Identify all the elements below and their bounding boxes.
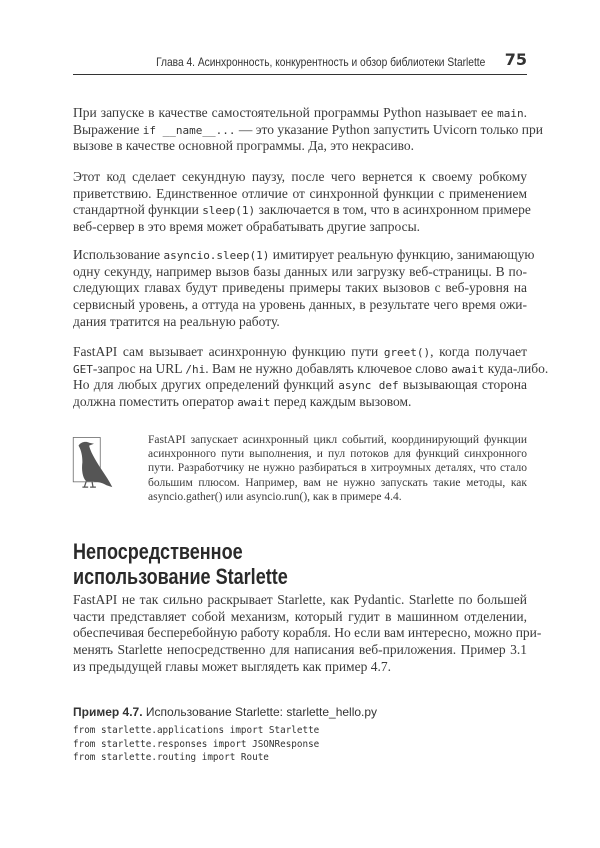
text-run: сервисный уровень, а оттуда на уровень данных, в результате чего время ожи-	[73, 297, 527, 313]
caption-label: Пример 4.7.	[73, 705, 143, 719]
text-run: При запуске в качестве самостоятельной программы Python называет ее	[73, 105, 498, 120]
text-run: асинхронного пути выполнения, и пул потоков для функций синхронного	[148, 448, 527, 461]
heading-line: Непосредственное	[73, 539, 243, 564]
text-run: asyncio.gather() или asyncio.run(), как в примере 4.4.	[148, 490, 402, 503]
text-run: имитирует реальную функцию, занимающую	[269, 247, 535, 262]
text-line	[148, 490, 527, 504]
text-run: стандартной функции	[73, 202, 203, 218]
text-line	[148, 461, 527, 475]
text-line	[148, 447, 527, 461]
paragraph	[73, 105, 543, 155]
text-line	[73, 394, 527, 411]
text-line	[73, 625, 542, 642]
text-run: пути. Разработчику не нужно разбираться в хитроумных деталях, что стало	[148, 462, 527, 475]
text-line	[73, 592, 527, 609]
text-line	[73, 264, 527, 281]
running-header	[73, 52, 527, 75]
inline-code: main	[497, 107, 524, 120]
inline-code: sleep(1)	[202, 204, 256, 218]
text-run: из предыдущей главы может выглядеть как пример 4.7.	[73, 658, 391, 674]
text-run: . Вам не нужно добавлять ключевое слово	[205, 360, 452, 376]
text-run: -запрос на URL	[92, 360, 186, 376]
caption-text: Использование Starlette: starlette_hello.py	[142, 705, 378, 719]
page-number: 75	[504, 50, 527, 69]
inline-code: asyncio.sleep(1)	[163, 249, 270, 262]
paragraph	[73, 592, 542, 675]
text-run: дания тратится на реальную работу.	[73, 313, 280, 329]
text-line	[73, 105, 527, 122]
text-run: должна поместить оператор	[73, 394, 238, 410]
inline-code: await	[237, 396, 271, 410]
text-line	[73, 121, 543, 139]
text-line	[148, 476, 527, 490]
text-run: веб-сервер в это время может обрабатывать другие запросы.	[73, 219, 421, 235]
text-line	[73, 314, 527, 331]
text-run: одну секунду, например вызов базы данных или загрузку веб-страницы. В по-	[73, 263, 527, 279]
text-run: приветствию. Единственное отличие от синхронной функции с применением	[73, 185, 527, 201]
text-line	[73, 377, 527, 394]
text-line	[73, 280, 527, 297]
text-line	[73, 659, 527, 676]
code-line: from starlette.responses import JSONResponse	[73, 738, 320, 750]
text-run: Но для любых других определений функций	[73, 377, 339, 393]
text-run: менять Starlette непосредственно для написания веб-приложения. Пример 3.1	[73, 642, 527, 658]
text-run: FastAPI запускает асинхронный цикл событий, координирующий функции	[148, 434, 527, 446]
paragraph	[73, 344, 549, 411]
text-run: Использование	[73, 247, 164, 262]
code-listing	[73, 724, 319, 765]
inline-code: async def	[338, 379, 399, 393]
text-run: части представляет собой механизм, который гудит в машинном отделении,	[73, 608, 527, 624]
text-run: вызывающая сторона	[398, 377, 527, 393]
heading-line: использование Starlette	[73, 564, 288, 589]
chapter-title: Глава 4. Асинхронность, конкурентность и обзор библиотеки Starlette	[155, 55, 485, 69]
text-line	[73, 247, 535, 264]
text-line	[73, 186, 527, 203]
text-run: FastAPI сам вызывает асинхронную функцию пути	[73, 344, 384, 359]
inline-code: /hi	[185, 362, 206, 376]
text-line	[73, 297, 527, 314]
inline-code: await	[451, 362, 485, 376]
paragraph	[73, 247, 535, 330]
text-run: обеспечивая бесперебойную работу корабля. Но если вам интересно, можно при-	[73, 625, 542, 641]
code-line: from starlette.routing import Route	[73, 752, 269, 763]
text-line	[73, 609, 527, 626]
text-line	[148, 433, 527, 447]
text-line	[73, 344, 527, 361]
text-run: следующих главах будут приведены примеры таких вызовов с веб-уровня на	[73, 280, 527, 296]
text-run: .	[523, 105, 527, 120]
text-run: куда-либо.	[484, 360, 549, 376]
section-heading	[73, 539, 288, 589]
text-run: большим плюсом. Например, вам не нужно запускать такие методы, как	[148, 476, 527, 489]
inline-code: if __name__...	[142, 123, 236, 137]
text-run: перед каждым вызовом.	[270, 394, 412, 410]
text-line	[73, 219, 527, 236]
example-caption	[73, 704, 377, 720]
text-run: Выражение	[73, 121, 143, 137]
text-run: Этот код сделает секундную паузу, после чего вернется к своему робкому	[73, 169, 527, 184]
text-line	[73, 202, 531, 219]
text-run: заключается в том, что в асинхронном примере	[255, 202, 531, 218]
text-run: вызове в качестве основной программы. Да, это некрасиво.	[73, 138, 414, 154]
text-line	[73, 169, 527, 186]
text-run: , когда получает	[430, 344, 527, 359]
text-run: FastAPI не так сильно раскрывает Starlette, как Pydantic. Starlette по большей	[73, 592, 527, 607]
crow-note-icon	[72, 437, 114, 491]
inline-code: greet()	[383, 346, 431, 359]
code-line: from starlette.applications import Starlette	[73, 725, 320, 736]
text-run: — это указание Python запустить Uvicorn только при	[235, 121, 543, 137]
note-text	[148, 433, 527, 504]
text-line	[73, 138, 527, 155]
text-line	[73, 360, 549, 378]
text-line	[73, 642, 527, 659]
paragraph	[73, 169, 531, 236]
inline-code: GET	[73, 362, 93, 376]
